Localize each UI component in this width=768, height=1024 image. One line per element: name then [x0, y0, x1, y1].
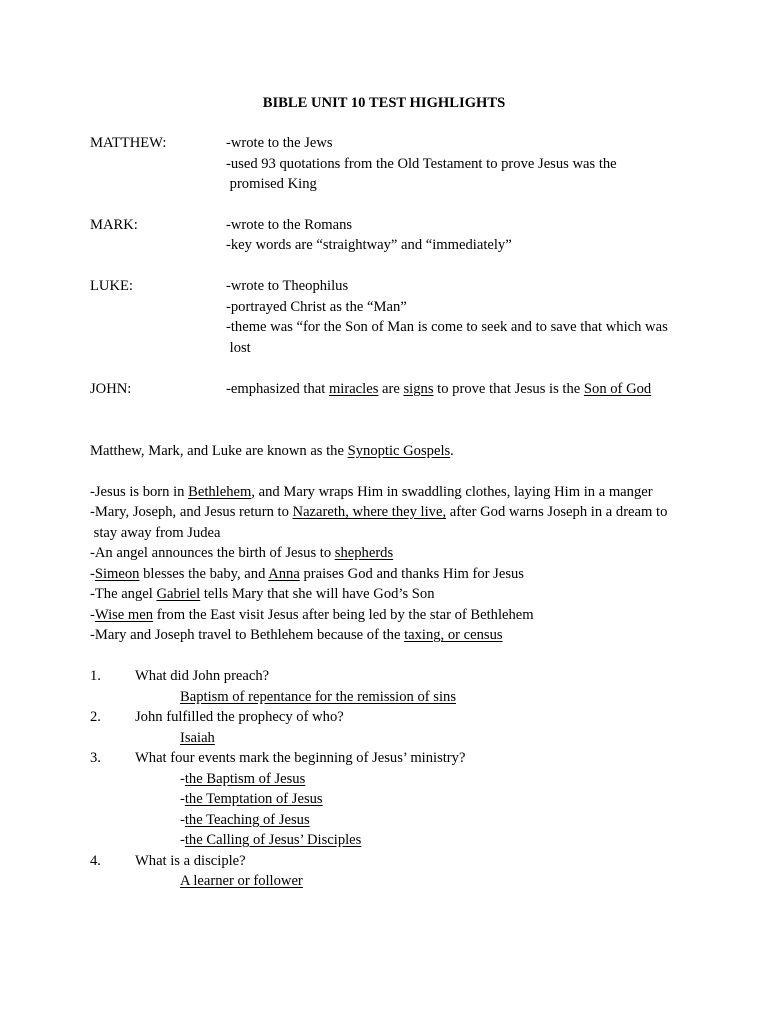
text-run: from the East visit Jesus after being led by the star of Bethlehem: [153, 607, 534, 623]
gospel-note: -wrote to the Romans: [226, 217, 353, 233]
gospel-note-john: [226, 379, 651, 399]
underlined-term: taxing, or census: [404, 627, 503, 643]
underlined-term: Nazareth, where they live,: [292, 504, 447, 520]
text-run: -Mary and Joseph travel to Bethlehem because of the: [90, 627, 405, 643]
underlined-term: Anna: [268, 566, 300, 582]
answer-line: [180, 830, 361, 850]
question-number: 3.: [90, 750, 101, 766]
underlined-term: Wise men: [94, 607, 154, 623]
text-run: -emphasized that: [226, 381, 329, 397]
gospel-note: promised King: [226, 176, 317, 192]
fact-line: [90, 605, 534, 625]
fact-line: [90, 584, 435, 604]
gospel-note: -theme was “for the Son of Man is come to seek and to save that which was: [226, 319, 668, 335]
text-run: to prove that Jesus is the: [433, 381, 584, 397]
answer-text: Isaiah: [180, 730, 215, 746]
text-run: , and Mary wraps Him in swaddling clothes, laying Him in a manger: [251, 484, 653, 500]
answer-text: Baptism of repentance for the remission of sins: [180, 689, 456, 705]
text-run: are: [378, 381, 404, 397]
question-text: What four events mark the beginning of Jesus’ ministry?: [135, 750, 466, 766]
text-run: -Jesus is born in: [90, 484, 189, 500]
text-run: -The angel: [90, 586, 157, 602]
question-number: 2.: [90, 709, 101, 725]
text-run: -: [90, 566, 95, 582]
gospel-label-mark: MARK:: [90, 217, 138, 233]
underlined-term: shepherds: [334, 545, 394, 561]
answer-line: [180, 728, 215, 748]
gospel-note: -portrayed Christ as the “Man”: [226, 299, 407, 315]
gospel-note: -used 93 quotations from the Old Testament to prove Jesus was the: [226, 156, 617, 172]
answer-line: [180, 871, 303, 891]
underlined-term: miracles: [328, 381, 379, 397]
answer-text: the Baptism of Jesus: [184, 771, 306, 787]
text-run: tells Mary that she will have God’s Son: [200, 586, 435, 602]
question-text: What is a disciple?: [135, 853, 246, 869]
question-number: 4.: [90, 853, 101, 869]
gospel-note: lost: [226, 340, 251, 356]
question-text: What did John preach?: [135, 668, 270, 684]
gospel-note: -wrote to the Jews: [226, 135, 333, 151]
text-run: Matthew, Mark, and Luke are known as the: [90, 443, 348, 459]
underlined-term: Bethlehem: [188, 484, 252, 500]
gospel-label-matthew: MATTHEW:: [90, 135, 167, 151]
answer-text: the Teaching of Jesus: [184, 812, 310, 828]
answer-line: [180, 687, 456, 707]
answer-text: the Temptation of Jesus: [184, 791, 323, 807]
answer-text: A learner or follower: [180, 873, 303, 889]
fact-line: [90, 625, 503, 645]
question-number: 1.: [90, 668, 101, 684]
underlined-term: Son of God: [583, 381, 652, 397]
text-run: .: [450, 443, 454, 459]
fact-line: [90, 502, 667, 522]
fact-line: [90, 482, 653, 502]
fact-line: [90, 564, 524, 584]
fact-line: [90, 543, 393, 563]
text-run: -: [90, 607, 95, 623]
answer-line: [180, 769, 305, 789]
gospel-label-john: JOHN:: [90, 381, 132, 397]
gospel-note: -key words are “straightway” and “immediately”: [226, 237, 512, 253]
text-run: -: [180, 832, 185, 848]
synoptic-sentence: [90, 441, 454, 461]
gospel-label-luke: LUKE:: [90, 278, 133, 294]
text-run: -: [180, 791, 185, 807]
text-run: -: [180, 771, 185, 787]
text-run: -Mary, Joseph, and Jesus return to: [90, 504, 293, 520]
underlined-term: Synoptic Gospels: [347, 443, 451, 459]
question-text: John fulfilled the prophecy of who?: [135, 709, 344, 725]
text-run: praises God and thanks Him for Jesus: [299, 566, 524, 582]
text-run: -: [180, 812, 185, 828]
answer-line: [180, 789, 323, 809]
text-run: -An angel announces the birth of Jesus to: [90, 545, 335, 561]
underlined-term: Simeon: [94, 566, 140, 582]
page-title: BIBLE UNIT 10 TEST HIGHLIGHTS: [262, 95, 506, 111]
underlined-term: Gabriel: [156, 586, 201, 602]
underlined-term: signs: [403, 381, 434, 397]
gospel-note: -wrote to Theophilus: [226, 278, 349, 294]
answer-text: the Calling of Jesus’ Disciples: [184, 832, 362, 848]
text-run: after God warns Joseph in a dream to: [446, 504, 668, 520]
text-run: blesses the baby, and: [139, 566, 269, 582]
answer-line: [180, 810, 310, 830]
fact-line: stay away from Judea: [90, 525, 221, 541]
